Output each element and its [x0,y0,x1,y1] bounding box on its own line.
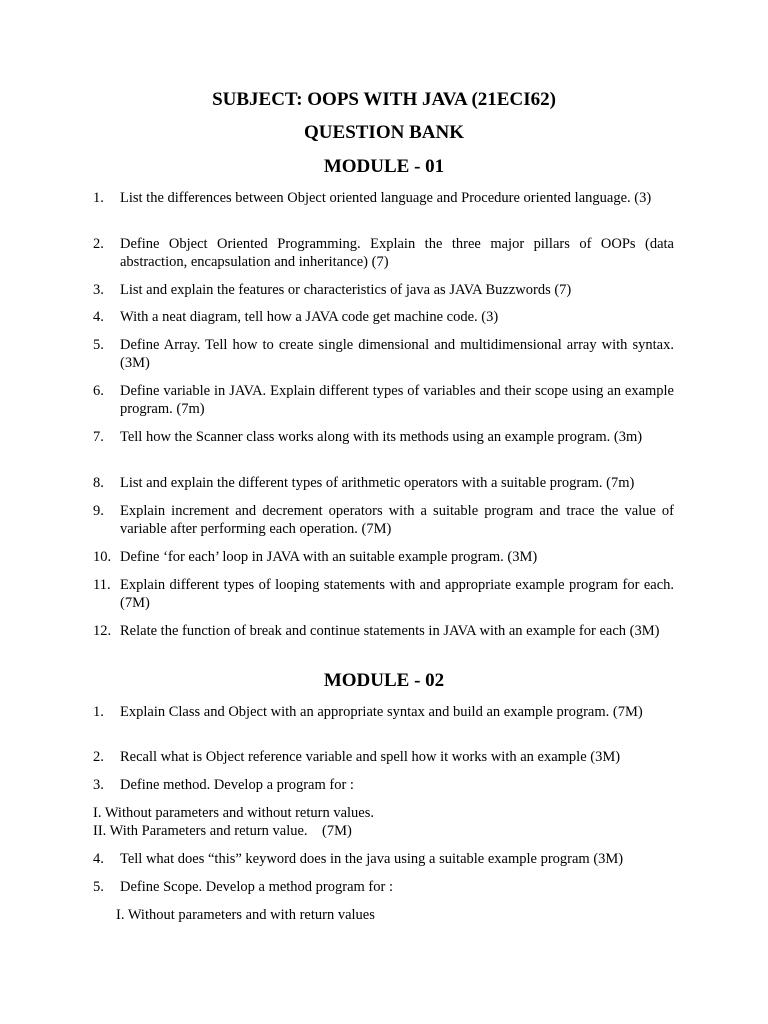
question-number: 4. [93,309,104,325]
list-item [93,474,674,492]
list-item [93,622,674,640]
question-text: List and explain the features or characteristics of java as JAVA Buzzwords (7) [120,282,572,298]
question-text: With a neat diagram, tell how a JAVA code get machine code. (3) [120,309,499,325]
list-item [93,703,674,721]
list-item [93,281,674,299]
question-number: 2. [93,236,104,252]
question-text: List and explain the different types of arithmetic operators with a suitable program. (7m) [120,475,635,491]
list-item [93,576,674,612]
question-text: Explain increment and decrement operators with a suitable program and trace the value of variable after performing each operation. (7M) [120,503,674,537]
sub-item: II. With Parameters and return value. (7M) [93,823,352,839]
list-item [93,776,674,794]
question-text: Tell how the Scanner class works along with its methods using an example program. (3m) [120,429,643,445]
sub-item: I. Without parameters and without return values. [93,805,375,821]
list-item [93,428,674,446]
question-number: 2. [93,749,104,765]
question-text: List the differences between Object oriented language and Procedure oriented language. (3) [120,190,652,206]
question-number: 6. [93,383,104,399]
question-text: Define variable in JAVA. Explain different types of variables and their scope using an example program. (7m) [120,383,674,417]
question-number: 5. [93,879,104,895]
question-number: 12. [93,623,112,639]
question-number: 1. [93,190,104,206]
question-number: 1. [93,704,104,720]
list-item [93,502,674,538]
subject-heading: SUBJECT: OOPS WITH JAVA (21ECI62) [212,89,556,110]
question-number: 11. [93,577,111,593]
list-item [93,189,674,207]
question-number: 8. [93,475,104,491]
question-text: Recall what is Object reference variable and spell how it works with an example (3M) [120,749,621,765]
question-text: Define ‘for each’ loop in JAVA with an suitable example program. (3M) [120,549,538,565]
question-number: 10. [93,549,112,565]
question-number: 4. [93,851,104,867]
list-item [93,548,674,566]
list-item [93,336,674,372]
question-text: Explain Class and Object with an appropriate syntax and build an example program. (7M) [120,704,643,720]
question-number: 5. [93,337,104,353]
question-bank-title: QUESTION BANK [304,122,464,143]
question-text: Tell what does “this” keyword does in the java using a suitable example program (3M) [120,851,624,867]
question-text: Define Scope. Develop a method program for : [120,879,393,895]
list-item [93,850,674,868]
sub-item: I. Without parameters and with return values [116,907,375,923]
list-item [93,382,674,418]
list-item [93,235,674,271]
question-number: 9. [93,503,104,519]
question-text: Define method. Develop a program for : [120,777,354,793]
question-text: Explain different types of looping statements with and appropriate example program for each. (7M) [120,577,674,611]
list-item [93,308,674,326]
list-item [93,748,674,766]
question-number: 7. [93,429,104,445]
module-01-title: MODULE - 01 [323,156,445,177]
list-item [93,878,674,896]
question-text: Define Array. Tell how to create single dimensional and multidimensional array with syntax. (3M) [120,337,674,371]
question-number: 3. [93,282,104,298]
question-text: Define Object Oriented Programming. Explain the three major pillars of OOPs (data abstraction, encapsulation and inheritance) (7) [120,236,674,270]
question-number: 3. [93,777,104,793]
question-text: Relate the function of break and continue statements in JAVA with an example for each (3M) [120,623,660,639]
module-02-title: MODULE - 02 [323,670,445,691]
